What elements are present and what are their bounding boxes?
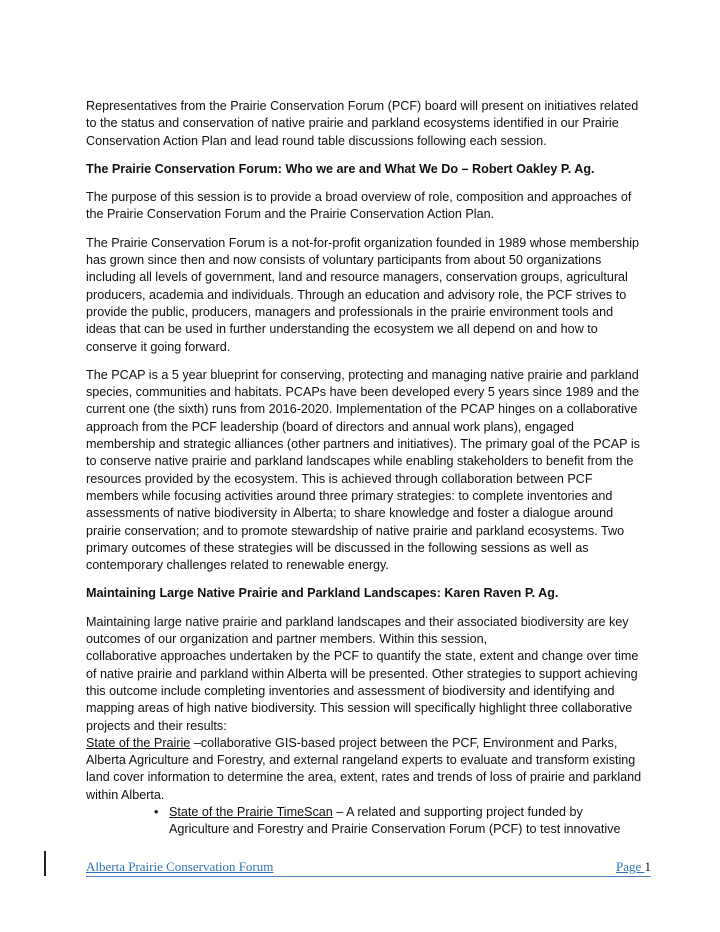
page-label: Page (615, 859, 645, 874)
page-number: 1 (644, 859, 651, 874)
bullet-list (86, 804, 642, 839)
intro-paragraph: Representatives from the Prairie Conservation Forum (PCF) board will present on initiatives related to the status and conservation of native prairie and parkland ecosystems identified in our Prairie Conservation Action Plan and lead round table discussions following each session. (86, 99, 639, 148)
page-footer (86, 858, 651, 877)
margin-change-bar (44, 851, 46, 876)
project-title-link[interactable]: State of the Prairie (86, 735, 191, 750)
paragraph: The PCAP is a 5 year blueprint for conserving, protecting and managing native prairie and parkland species, communities and habitats. PCAPs have been developed every 5 years since 1989 and the current one (the sixth) runs from 2016-2020. Implementation of the PCAP hinges on a collaborative approach from the PCF leadership (board of directors and annual work plans), engaged membership and strategic alliances (other partners and initiatives). The primary goal of the PCAP is to conserve native prairie and parkland landscapes while enabling stakeholders to benefit from the resources provided by the ecosystem. This is achieved through collaboration between PCF members while focusing activities around three primary strategies: to complete inventories and assessments of native biodiversity in Alberta; to share knowledge and foster a dialogue around prairie conservation; and to promote stewardship of native prairie and parkland ecosystems. Two primary outcomes of these strategies will be discussed in the following sessions as well as contemporary challenges related to renewable energy. (86, 367, 640, 573)
paragraph: The Prairie Conservation Forum is a not-for-profit organization founded in 1989 whose membership has grown since then and now consists of voluntary participants from about 50 organizations including all levels of government, land and resource managers, conservation groups, agricultural producers, academia and individuals. Through an education and advisory role, the PCF strives to provide the public, producers, managers and professionals in the prairie environment tools and ideas that can be used in further understanding the ecosystem we all depend on and how to conserve it going forward. (86, 235, 640, 354)
project-description: – A related and supporting project funded by Agriculture and Forestry and Prairie Conservation Forum (PCF) to test innovative (169, 804, 621, 837)
paragraph: Maintaining large native prairie and parkland landscapes and their associated biodiversity are key outcomes of our organization and partner members. Within this session, (86, 614, 629, 647)
project-description: –collaborative GIS-based project between the PCF, Environment and Parks, Alberta Agriculture and Forestry, and external rangeland experts to evaluate and transform existing land cover information to determine the area, extent, rates and trends of loss of prairie and parkland within Alberta. (86, 735, 642, 802)
footer-page-number (616, 859, 651, 875)
paragraph: collaborative approaches undertaken by the PCF to quantify the state, extent and change over time of native prairie and parkland within Alberta will be presented. Other strategies to support achieving this outcome include completing inventories and assessment of biodiversity and identifying and mapping areas of high native biodiversity. This session will specifically highlight three collaborative projects and their results: (86, 649, 639, 733)
page-content (86, 98, 642, 839)
list-item (86, 804, 642, 839)
footer-org-name: Alberta Prairie Conservation Forum (86, 859, 274, 874)
section-heading-pcf: The Prairie Conservation Forum: Who we are and What We Do – Robert Oakley P. Ag. (86, 161, 595, 176)
section-heading-landscapes: Maintaining Large Native Prairie and Parkland Landscapes: Karen Raven P. Ag. (86, 586, 559, 601)
paragraph: The purpose of this session is to provide a broad overview of role, composition and approaches of the Prairie Conservation Forum and the Prairie Conservation Action Plan. (86, 190, 632, 222)
project-state-of-prairie (86, 735, 642, 804)
bullet-icon: • (154, 804, 159, 819)
project-title-link[interactable]: State of the Prairie TimeScan (169, 804, 333, 819)
